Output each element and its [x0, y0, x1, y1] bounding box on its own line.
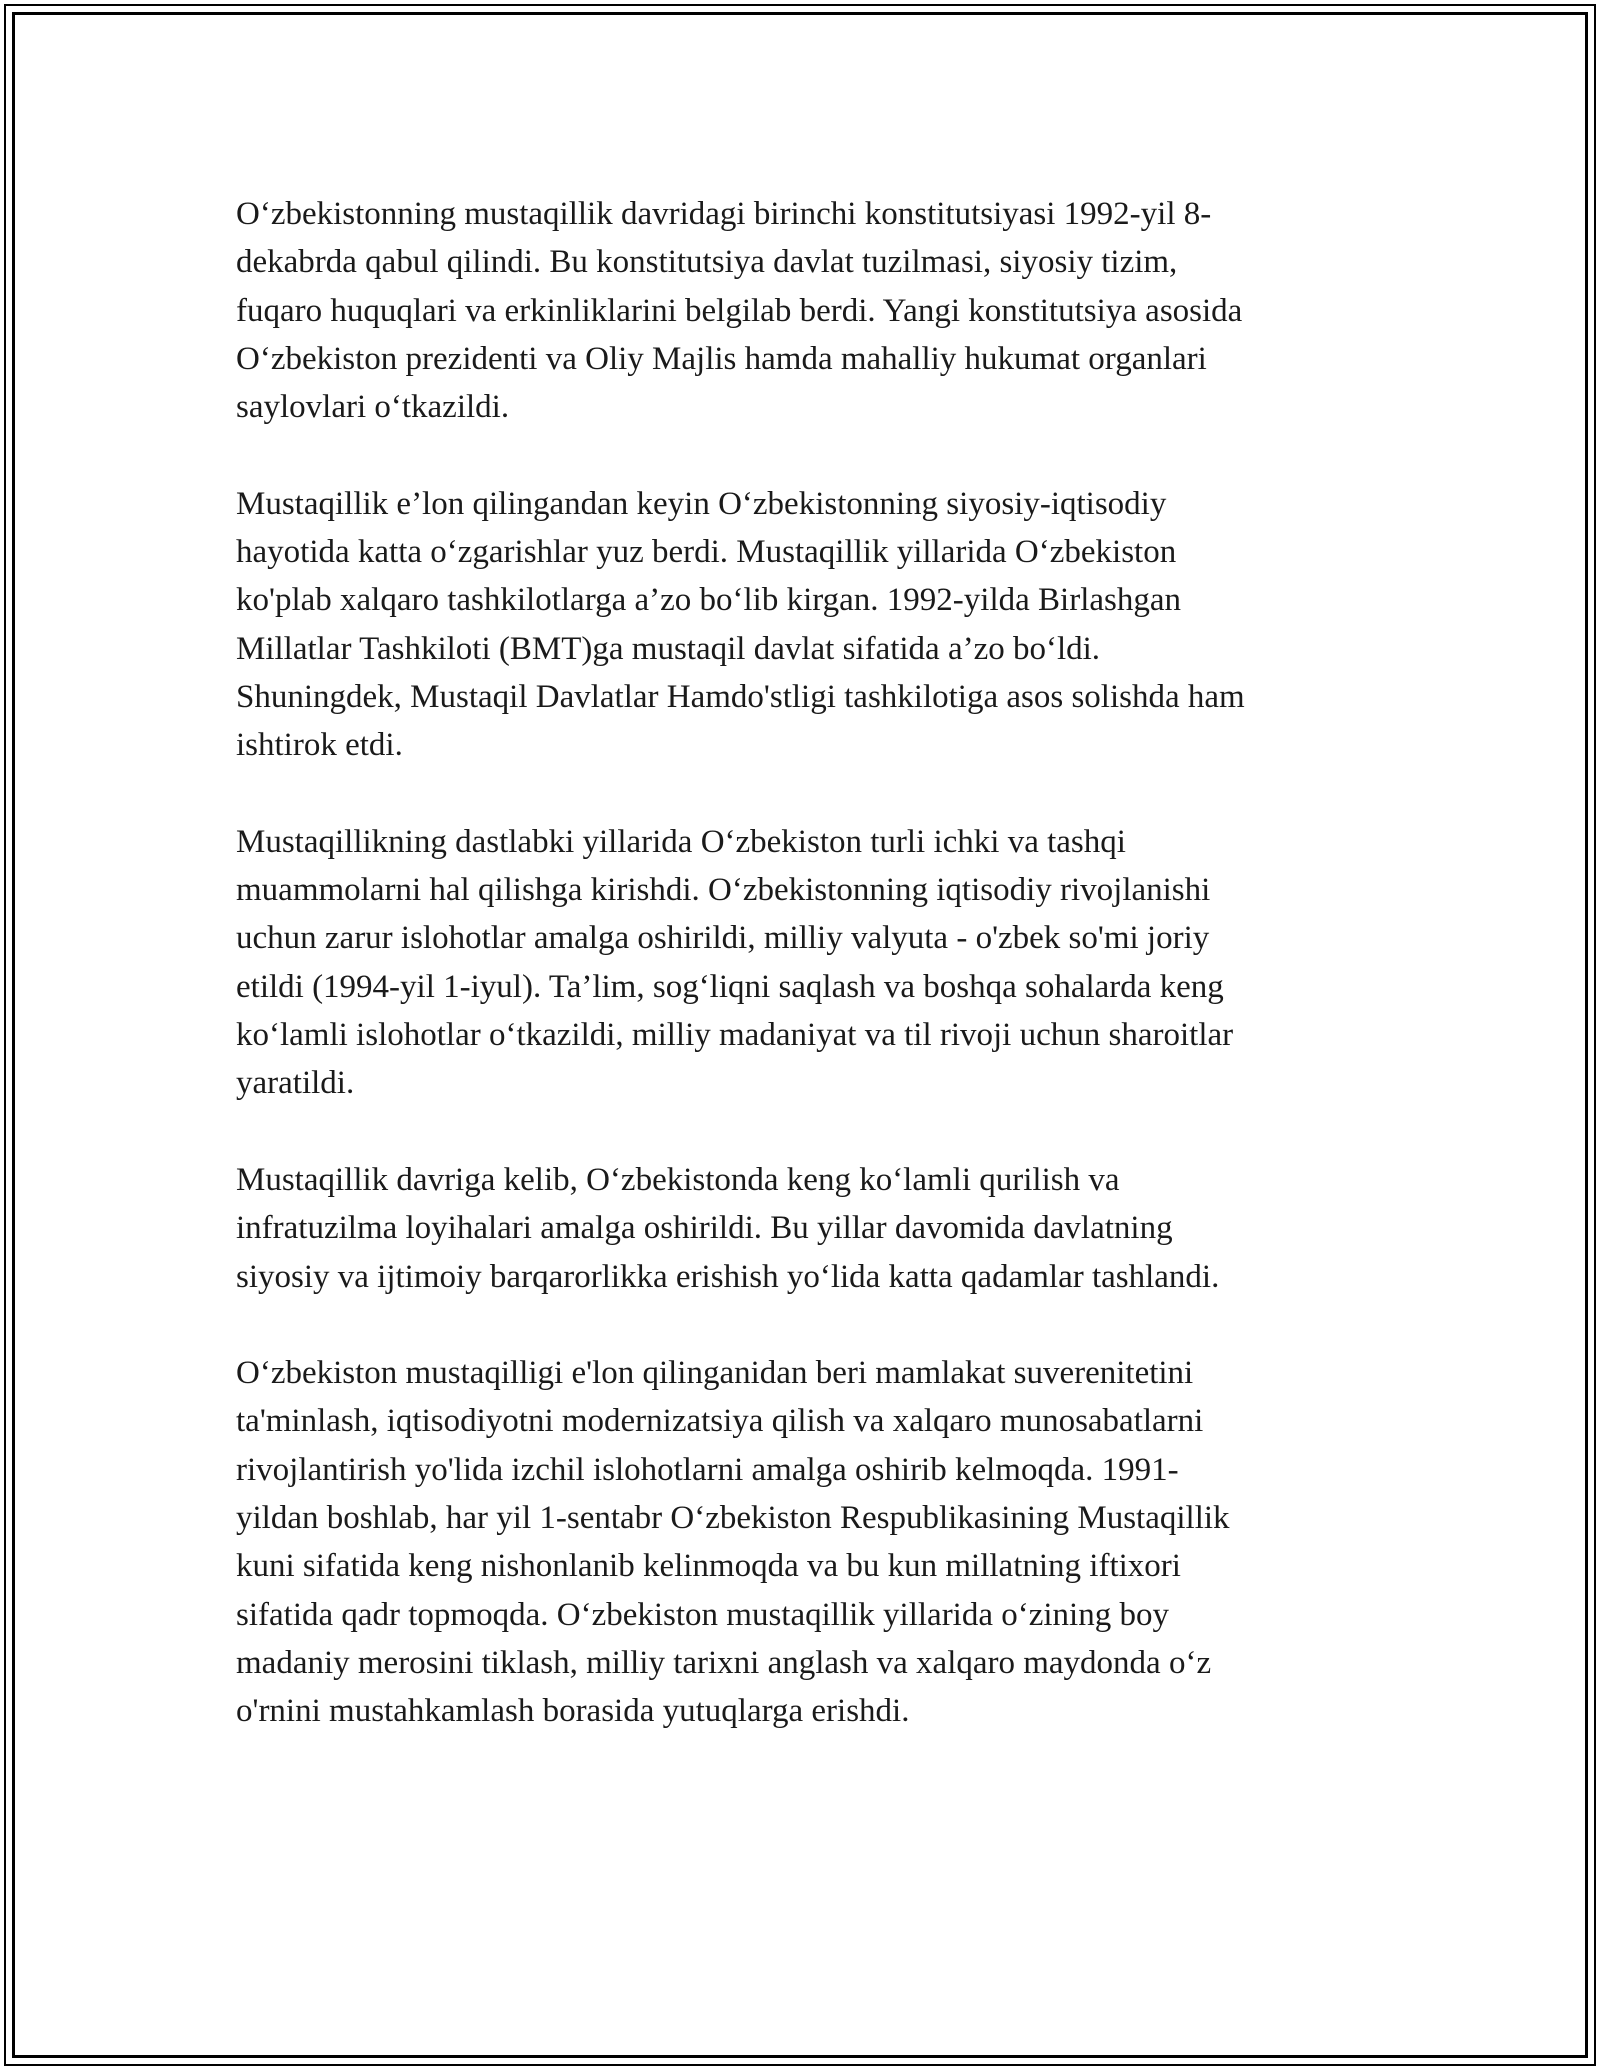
paragraph-international-organizations: Mustaqillik e’lon qilingandan keyin O‘zbekistonning siyosiy-iqtisodiy hayotida katta o‘zgarishlar yuz berdi. Mustaqillik yillarida O‘zbekiston ko'plab xalqaro tashkilotlarga a’zo bo‘lib kirgan. 1992-yilda Birlashgan Millatlar Tashkiloti (BMT)ga mustaqil davlat sifatida a’zo bo‘ldi. Shuningdek, Mustaqil Davlatlar Hamdo'stligi tashkilotiga asos solishda ham ishtirok etdi.	[236, 485, 1245, 764]
document-body	[236, 190, 1368, 1784]
paragraph-early-reforms: Mustaqillikning dastlabki yillarida O‘zbekiston turli ichki va tashqi muammolarni hal qilishga kirishdi. O‘zbekistonning iqtisodiy rivojlanishi uchun zarur islohotlar amalga oshirildi, milliy valyuta - o'zbek so'mi joriy etildi (1994-yil 1-iyul). Ta’lim, sog‘liqni saqlash va boshqa sohalarda keng ko‘lamli islohotlar o‘tkazildi, milliy madaniyat va til rivoji uchun sharoitlar yaratildi.	[236, 823, 1234, 1102]
paragraph-infrastructure: Mustaqillik davriga kelib, O‘zbekistonda keng ko‘lamli qurilish va infratuzilma loyihalari amalga oshirildi. Bu yillar davomida davlatning siyosiy va ijtimoiy barqarorlikka erishish yo‘lida katta qadamlar tashlandi.	[236, 1161, 1220, 1295]
paragraph-constitution: O‘zbekistonning mustaqillik davridagi birinchi konstitutsiyasi 1992-yil 8- dekabrda qabul qilindi. Bu konstitutsiya davlat tuzilmasi, siyosiy tizim, fuqaro huquqlari va erkinliklarini belgilab berdi. Yangi konstitutsiya asosida O‘zbekiston prezidenti va Oliy Majlis hamda mahalliy hukumat organlari saylovlari o‘tkazildi.	[236, 196, 1243, 426]
paragraph-independence-day: O‘zbekiston mustaqilligi e'lon qilinganidan beri mamlakat suverenitetini ta'minlash, iqtisodiyotni modernizatsiya qilish va xalqaro munosabatlarni rivojlantirish yo'lida izchil islohotlarni amalga oshirib kelmoqda. 1991- yildan boshlab, har yil 1-sentabr O‘zbekiston Respublikasining Mustaqillik kuni sifatida keng nishonlanib kelinmoqda va bu kun millatning iftixori sifatida qadr topmoqda. O‘zbekiston mustaqillik yillarida o‘zining boy madaniy merosini tiklash, milliy tarixni anglash va xalqaro maydonda o‘z o'rnini mustahkamlash borasida yutuqlarga erishdi.	[236, 1355, 1230, 1730]
